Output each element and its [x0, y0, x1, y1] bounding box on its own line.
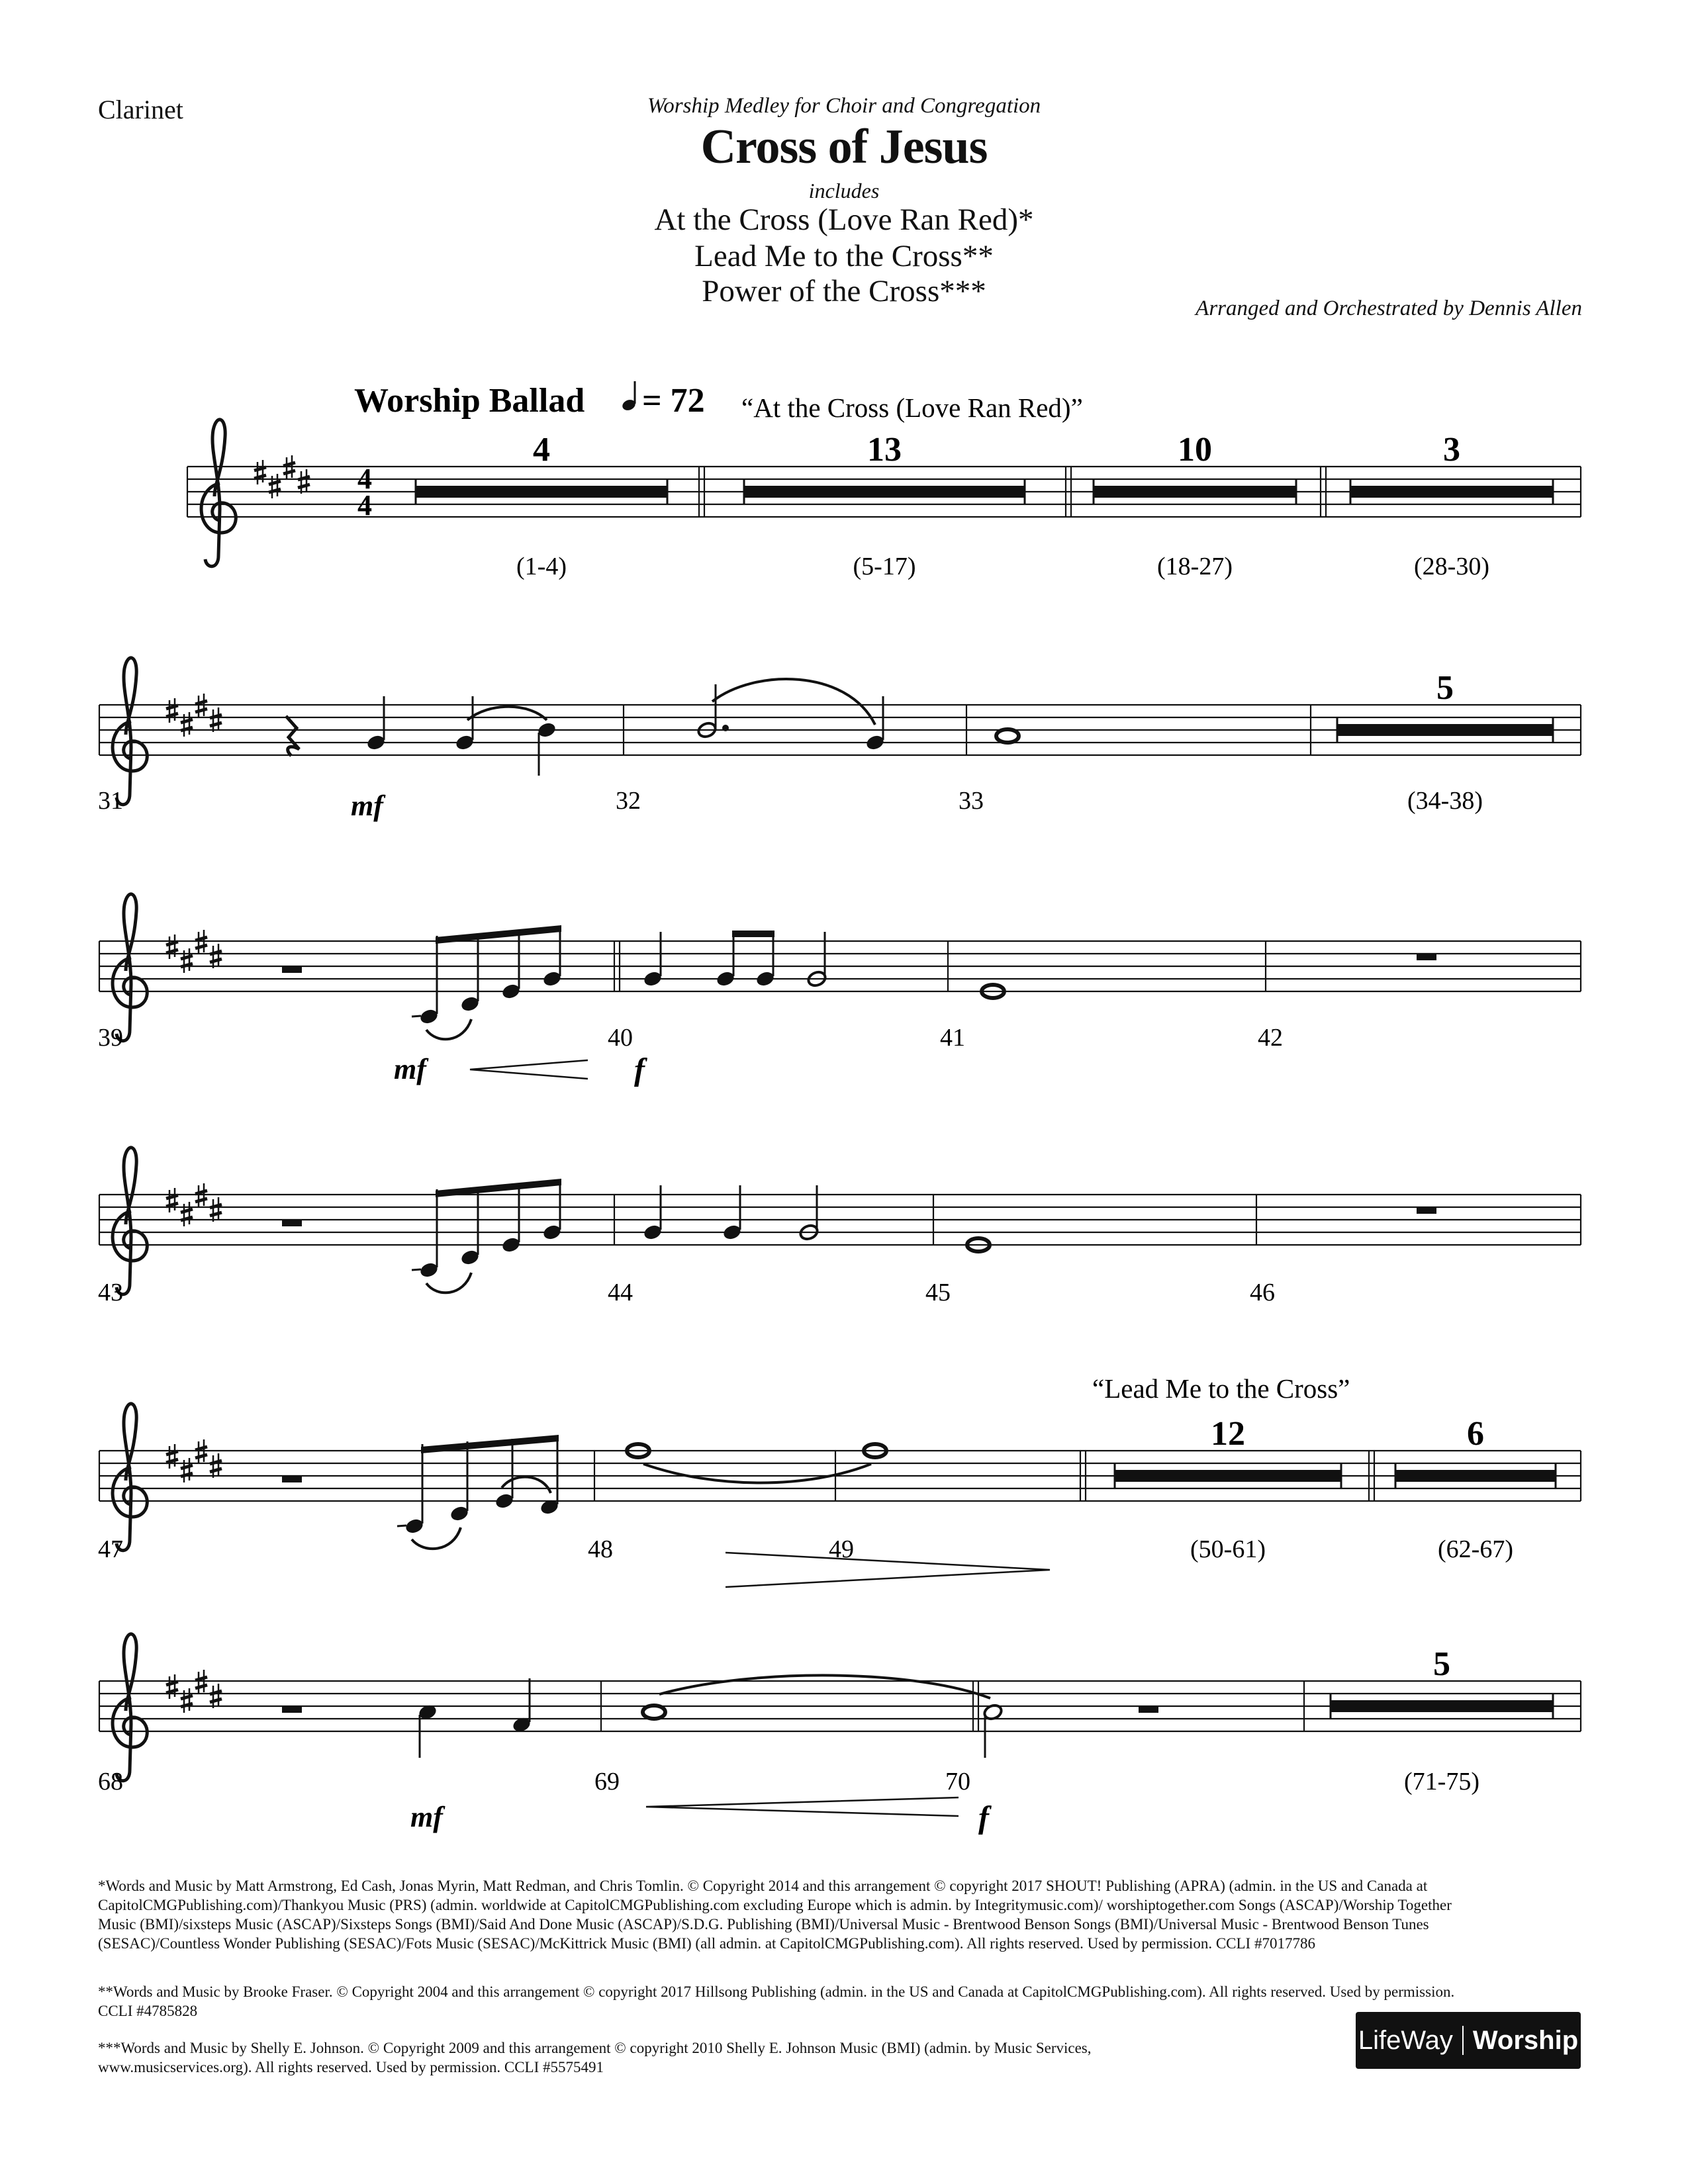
whole-rest-icon [1417, 954, 1436, 960]
quarter-note-icon [621, 381, 637, 412]
measure-number: 49 [829, 1535, 854, 1563]
measure-number: 68 [98, 1768, 123, 1796]
multirest-count: 6 [1467, 1415, 1484, 1453]
measure-number: 39 [98, 1024, 123, 1052]
measure-number: 45 [925, 1279, 951, 1306]
logo-right: Worship [1472, 2025, 1579, 2055]
multirest-1 [416, 431, 667, 580]
half-rest-icon [1139, 1706, 1158, 1713]
tempo-label: Worship Ballad [354, 382, 585, 420]
multirest-range: (1-4) [516, 553, 567, 580]
treble-clef-icon [113, 1634, 147, 1781]
multirest-range: (5-17) [853, 553, 916, 580]
measure-number: 44 [608, 1279, 633, 1306]
footnote-2: **Words and Music by Brooke Fraser. © Copyright 2004 and this arrangement © copyright 2017 Hillsong Publishing (admin. in the US and Canada at CapitolCMGPublishing.com). All rights reserved. Used by permission. CCLI #4785828 [98, 1983, 1455, 2019]
subtitle: Worship Medley for Choir and Congregation [647, 94, 1041, 118]
multirest-count: 3 [1443, 431, 1460, 469]
measure-number: 32 [616, 787, 641, 815]
arranger-credit: Arranged and Orchestrated by Dennis Allen [1196, 296, 1582, 320]
half-rest-icon [282, 1706, 302, 1713]
time-sig-top: 4 [357, 463, 372, 495]
time-sig-bottom: 4 [357, 489, 372, 522]
includes-label: includes [808, 179, 880, 203]
tempo-value: = 72 [642, 382, 705, 420]
crescendo-icon [470, 1060, 588, 1079]
song-title-3: Power of the Cross*** [702, 274, 986, 308]
dynamic-mf: mf [410, 1801, 443, 1833]
measure-number: 43 [98, 1279, 123, 1306]
multirest-count: 12 [1211, 1415, 1245, 1453]
treble-clef-icon [113, 1148, 147, 1295]
treble-clef-icon [113, 658, 147, 805]
measure-number: 48 [588, 1535, 613, 1563]
multirest-count: 4 [533, 431, 550, 469]
measure-number: 47 [98, 1535, 123, 1563]
instrument-name: Clarinet [98, 95, 183, 124]
multirest-count: 5 [1433, 1645, 1450, 1683]
dynamic-f: f [978, 1800, 989, 1835]
measure-number: 69 [594, 1768, 620, 1796]
treble-clef-icon [113, 1404, 147, 1551]
system-5 [98, 1373, 1581, 1587]
whole-rest-icon [1417, 1207, 1436, 1214]
decrescendo-icon [726, 1553, 1050, 1587]
multirest-2 [744, 431, 1025, 580]
system-1 [187, 381, 1581, 580]
section-label-2: “Lead Me to the Cross” [1092, 1373, 1350, 1404]
song-title-1: At the Cross (Love Ran Red)* [654, 203, 1034, 237]
multirest-8 [1331, 1645, 1553, 1796]
measure-number: 46 [1250, 1279, 1275, 1306]
half-rest-icon [282, 1476, 302, 1482]
multirest-count: 10 [1178, 431, 1212, 469]
measure-number: 42 [1258, 1024, 1283, 1052]
quarter-rest-icon [286, 716, 299, 756]
section-label-1: “At the Cross (Love Ran Red)” [741, 392, 1083, 423]
multirest-3 [1094, 431, 1296, 580]
page-title: Cross of Jesus [700, 120, 988, 174]
measure-number: 41 [940, 1024, 965, 1052]
dynamic-f: f [634, 1052, 645, 1087]
measure-number: 31 [98, 787, 123, 815]
lifeway-worship-logo [1356, 2012, 1581, 2069]
footnote-1: *Words and Music by Matt Armstrong, Ed Cash, Jonas Myrin, Matt Redman, and Chris Tomlin. © Copyright 2014 and this arrangement © copyright 2017 SHOUT! Publishing (APRA) (admin. in the US and Canada at CapitolCMGPublishing.com)/Thankyou Music (PRS) (admin. worldwide at CapitolCMGPublishing.com excluding Europe which is admin. by Integritymusic.com)/ worshiptogether.com Songs (ASCAP)/Worship Together Music (BMI)/sixsteps Music (ASCAP)/Sixsteps Songs (BMI)/Said And Done Music (ASCAP)/S.D.G. Publishing (BMI)/Universal Music - Brentwood Benson Songs (BMI)/Universal Music - Brentwood Benson Tunes (SESAC)/Countless Wonder Publishing (SESAC)/Fots Music (SESAC)/McKittrick Music (BMI) (all admin. at CapitolCMGPublishing.com). All rights reserved. Used by permission. CCLI #7017786 [98, 1878, 1452, 1952]
measure-number: 70 [945, 1768, 970, 1796]
system-2 [98, 658, 1581, 822]
multirest-count: 5 [1436, 669, 1454, 707]
footnote-3: ***Words and Music by Shelly E. Johnson. © Copyright 2009 and this arrangement © copyright 2010 Shelly E. Johnson Music (BMI) (admin. by Music Services, www.musicservices.org). All rights reserved. Used by permission. CCLI #5575491 [98, 2040, 1092, 2075]
measure-number: 40 [608, 1024, 633, 1052]
multirest-range: (50-61) [1190, 1535, 1266, 1563]
multirest-range: (34-38) [1407, 787, 1483, 815]
measure-number: 33 [959, 787, 984, 815]
half-rest-icon [282, 966, 302, 973]
multirest-range: (71-75) [1404, 1768, 1479, 1796]
multirest-range: (28-30) [1414, 553, 1489, 580]
half-rest-icon [282, 1220, 302, 1226]
multirest-count: 13 [867, 431, 902, 469]
multirest-range: (62-67) [1438, 1535, 1513, 1563]
system-6 [98, 1634, 1581, 1835]
multirest-range: (18-27) [1157, 553, 1233, 580]
system-3 [98, 894, 1581, 1087]
dynamic-mf: mf [394, 1053, 426, 1085]
multirest-4 [1350, 431, 1553, 580]
logo-left: LifeWay [1358, 2025, 1453, 2055]
treble-clef-icon [113, 894, 147, 1041]
dynamic-mf: mf [351, 790, 383, 822]
song-title-2: Lead Me to the Cross** [694, 239, 994, 273]
system-4 [98, 1148, 1581, 1306]
treble-clef-icon [201, 420, 236, 567]
crescendo-icon [646, 1797, 959, 1816]
